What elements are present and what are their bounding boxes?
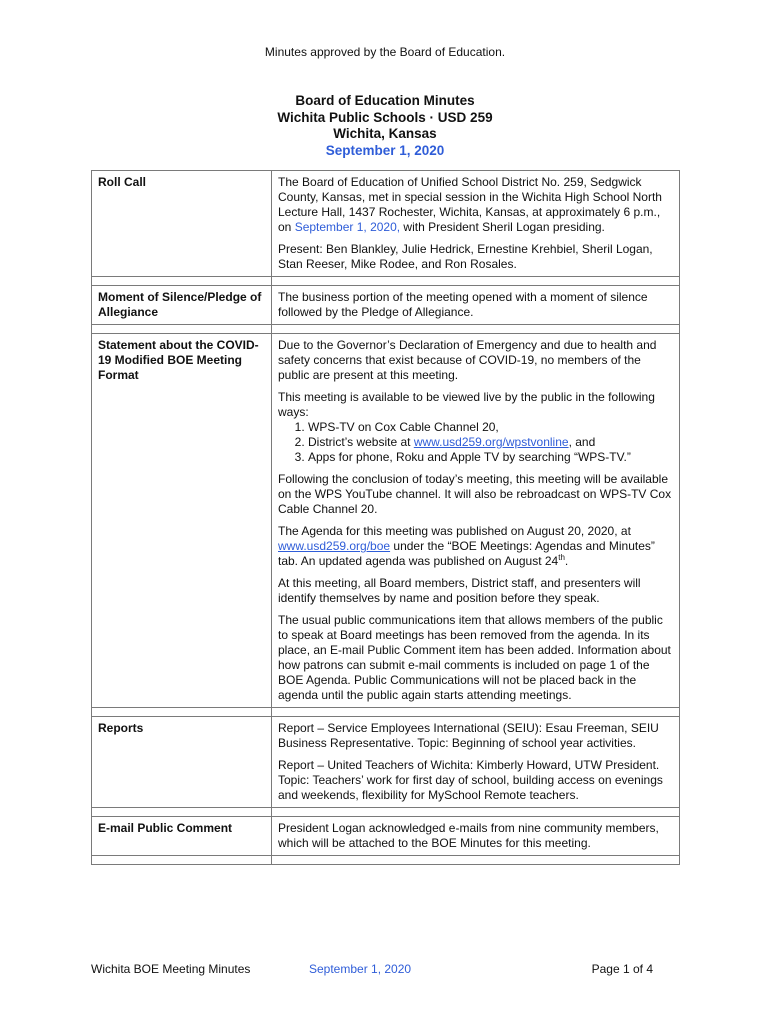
footer-page-number: Page 1 of 4	[591, 962, 653, 976]
email-label: E-mail Public Comment	[92, 817, 272, 856]
covid-paragraph-4	[278, 524, 673, 569]
list-item-text: District’s website at	[308, 435, 414, 449]
footer-date: September 1, 2020	[309, 962, 412, 976]
table-row-reports	[92, 717, 680, 808]
roll-call-present: Present: Ben Blankley, Julie Hedrick, Ernestine Krehbiel, Sheril Logan, Stan Reeser, Mike Rodee, and Ron Rosales.	[278, 242, 653, 271]
title-line-1: Board of Education Minutes	[295, 93, 475, 108]
table-spacer-row	[92, 277, 680, 286]
list-item: 1. WPS-TV on Cox Cable Channel 20,	[308, 420, 673, 435]
covid-paragraph-1: Due to the Governor’s Declaration of Emergency and due to health and safety concerns that exist because of COVID-19, no members of the public are present at this meeting.	[278, 338, 657, 382]
boe-link[interactable]: www.usd259.org/boe	[278, 539, 391, 553]
list-item: 3. Apps for phone, Roku and Apple TV by searching “WPS-TV.”	[308, 450, 673, 465]
roll-call-date: September 1, 2020,	[294, 220, 401, 234]
moment-content	[272, 286, 680, 325]
table-row-moment	[92, 286, 680, 325]
moment-label: Moment of Silence/Pledge of Allegiance	[92, 286, 272, 325]
table-row-covid	[92, 334, 680, 708]
table-spacer-row	[92, 808, 680, 817]
title-line-3: Wichita, Kansas	[333, 126, 437, 141]
email-text: President Logan acknowledged e-mails from nine community members, which will be attached to the BOE Minutes for this meeting.	[278, 821, 659, 850]
roll-call-text-end: with President Sheril Logan presiding.	[400, 220, 605, 234]
roll-call-paragraph	[278, 175, 673, 235]
reports-paragraph-2: Report – United Teachers of Wichita: Kimberly Howard, UTW President. Topic: Teachers’ work for first day of school, building access on evenings and weekends, flexibility for MySchool Remote teachers.	[278, 758, 663, 802]
roll-call-text: The Board of Education of Unified School District No. 259, Sedgwick County, Kansas, met in special session in the Wichita High School North Lecture Hall, 1437 Rochester, Wichita, Kansas, at approximately 6 p.m., on	[278, 175, 662, 234]
wpstvonline-link[interactable]: www.usd259.org/wpstvonline	[413, 435, 569, 449]
table-spacer-row	[92, 856, 680, 865]
footer-left: Wichita BOE Meeting Minutes	[91, 962, 251, 976]
table-row-email	[92, 817, 680, 856]
covid-paragraph-3: Following the conclusion of today’s meeting, this meeting will be available on the WPS YouTube channel. It will also be rebroadcast on WPS-TV Cox Cable Channel 20.	[278, 472, 672, 516]
covid-paragraph-5: At this meeting, all Board members, District staff, and presenters will identify themselves by name and position before they speak.	[278, 576, 641, 605]
viewing-options-list	[278, 420, 673, 465]
list-item	[308, 435, 673, 450]
title-line-2: Wichita Public Schools · USD 259	[277, 109, 493, 125]
reports-paragraph-1: Report – Service Employees International (SEIU): Esau Freeman, SEIU Business Representative. Topic: Beginning of school year activities.	[278, 721, 659, 750]
covid-paragraph-6: The usual public communications item that allows members of the public to speak at Board meetings has been removed from the agenda. In its place, an E-mail Public Comment item has been added. Information about how patrons can submit e-mail comments is included on page 1 of the BOE Agenda. Public Communications will not be placed back in the agenda until the public again starts attending meetings.	[278, 613, 671, 702]
email-content	[272, 817, 680, 856]
reports-label: Reports	[92, 717, 272, 808]
reports-content	[272, 717, 680, 808]
roll-call-content	[272, 171, 680, 277]
title-date: September 1, 2020	[325, 142, 445, 158]
agenda-text-mid: under the “BOE Meetings: Agendas and Minutes” tab. An updated agenda was published on August 24	[278, 539, 655, 568]
agenda-superscript: th	[558, 553, 565, 562]
covid-content	[272, 334, 680, 708]
agenda-text-end: .	[564, 554, 569, 568]
title-block	[0, 93, 770, 159]
agenda-text: The Agenda for this meeting was published on August 20, 2020, at	[278, 524, 631, 538]
roll-call-label: Roll Call	[92, 171, 272, 277]
covid-label: Statement about the COVID-19 Modified BOE Meeting Format	[92, 334, 272, 708]
table-row-roll-call	[92, 171, 680, 277]
list-item-text-end: , and	[568, 435, 596, 449]
approved-note: Minutes approved by the Board of Education.	[264, 45, 506, 59]
table-spacer-row	[92, 325, 680, 334]
covid-paragraph-2: This meeting is available to be viewed live by the public in the following ways:	[278, 390, 655, 419]
minutes-table	[91, 170, 680, 865]
table-spacer-row	[92, 708, 680, 717]
moment-text: The business portion of the meeting opened with a moment of silence followed by the Pledge of Allegiance.	[278, 290, 648, 319]
